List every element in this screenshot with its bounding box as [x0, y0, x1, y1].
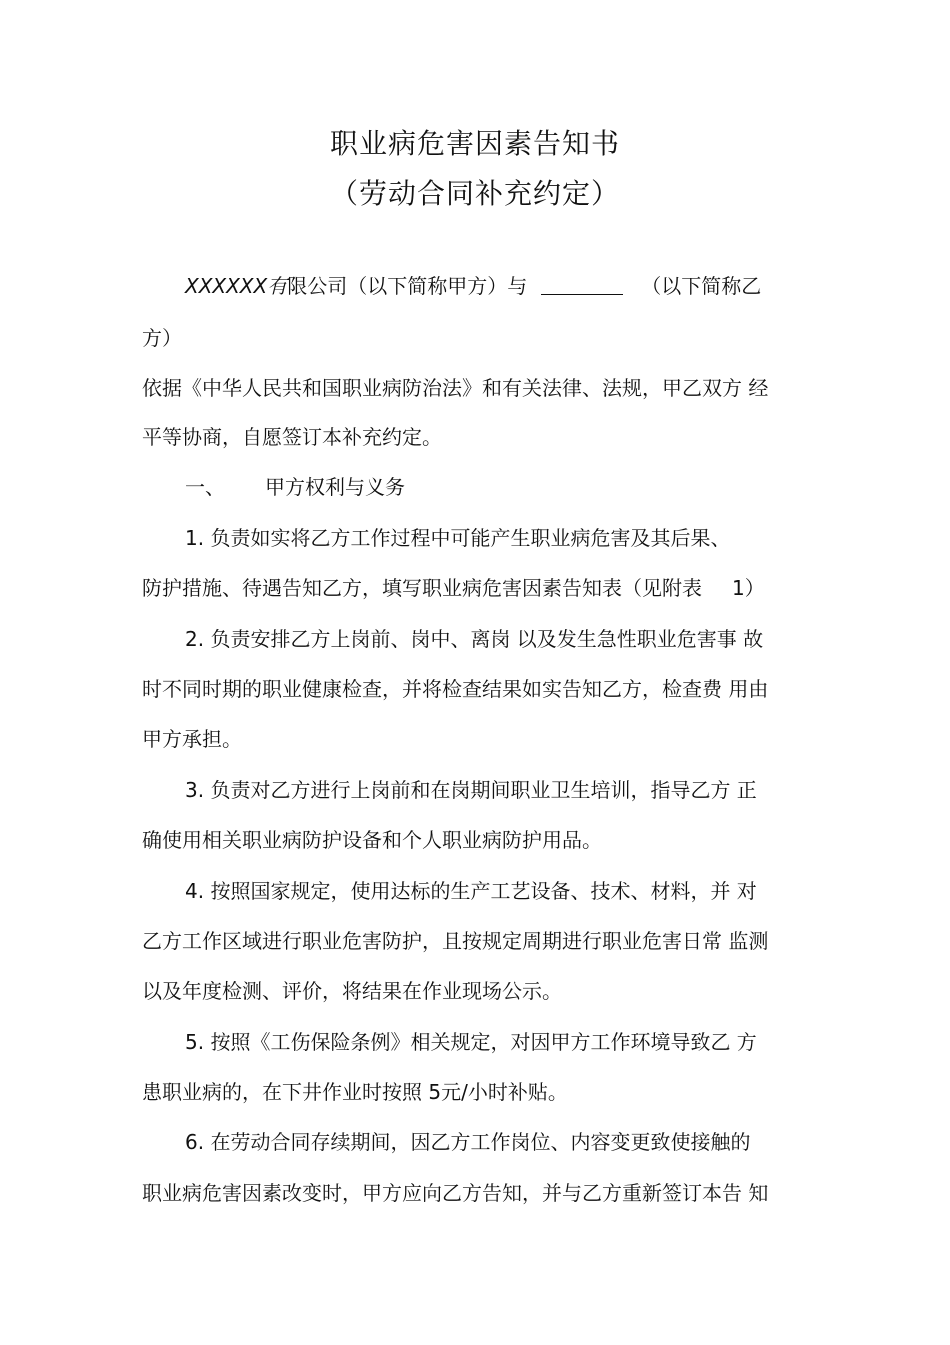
section-number: 一、	[185, 475, 225, 499]
item-2-line-2: 时不同时期的职业健康检查，并将检查结果如实告知乙方，检查费 用由	[142, 677, 769, 701]
item-1-line-2	[142, 576, 765, 600]
company-name: XXXXXX有	[185, 274, 288, 298]
preamble-line-1	[185, 274, 761, 298]
item-3-line-1: 3. 负责对乙方进行上岗前和在岗期间职业卫生培训，指导乙方 正	[185, 778, 757, 802]
item-1-appendix-ref: 1）	[732, 576, 765, 600]
preamble-line-1-text: 限公司（以下简称甲方）与	[287, 274, 528, 298]
item-1-line-2-text: 防护措施、待遇告知乙方，填写职业病危害因素告知表（见附表	[142, 576, 702, 600]
item-4-line-1: 4. 按照国家规定，使用达标的生产工艺设备、技术、材料，并 对	[185, 879, 757, 903]
item-6-line-1: 6. 在劳动合同存续期间，因乙方工作岗位、内容变更致使接触的	[185, 1130, 751, 1154]
document-title: 职业病危害因素告知书	[329, 127, 620, 160]
item-4-line-3: 以及年度检测、评价，将结果在作业现场公示。	[142, 979, 562, 1003]
document-subtitle: （劳动合同补充约定）	[329, 177, 620, 210]
preamble-line-3: 依据《中华人民共和国职业病防治法》和有关法律、法规，甲乙双方 经	[142, 376, 769, 400]
party-b-blank	[541, 276, 623, 295]
item-4-line-2: 乙方工作区域进行职业危害防护，且按规定周期进行职业危害日常 监测	[142, 929, 769, 953]
section-title: 甲方权利与义务	[265, 475, 405, 499]
section-heading	[185, 475, 405, 499]
preamble-line-4: 平等协商，自愿签订本补充约定。	[142, 425, 442, 449]
item-6-line-2: 职业病危害因素改变时，甲方应向乙方告知，并与乙方重新签订本告 知	[142, 1181, 769, 1205]
item-2-line-1: 2. 负责安排乙方上岗前、岗中、离岗 以及发生急性职业危害事 故	[185, 627, 764, 651]
preamble-line-2: 方）	[142, 326, 182, 350]
preamble-line-1-tail: （以下简称乙	[641, 274, 762, 298]
item-3-line-2: 确使用相关职业病防护设备和个人职业病防护用品。	[142, 828, 602, 852]
item-5-line-2: 患职业病的，在下井作业时按照 5元/小时补贴。	[142, 1080, 568, 1104]
item-5-line-1: 5. 按照《工伤保险条例》相关规定，对因甲方工作环境导致乙 方	[185, 1030, 757, 1054]
item-2-line-3: 甲方承担。	[142, 727, 242, 751]
item-1-line-1: 1. 负责如实将乙方工作过程中可能产生职业病危害及其后果、	[185, 526, 731, 550]
